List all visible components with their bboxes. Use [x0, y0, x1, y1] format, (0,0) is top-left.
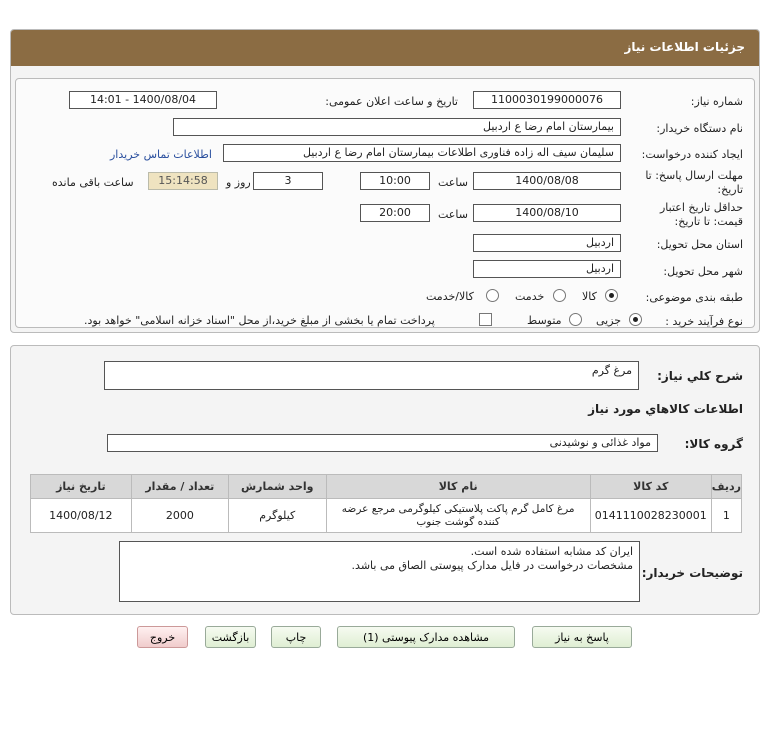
- goods-group-label: گروه کالا:: [684, 437, 743, 451]
- col-quantity: تعداد / مقدار: [131, 475, 228, 499]
- deadline-time-label: ساعت: [438, 176, 468, 189]
- remaining-time-field: 15:14:58: [148, 172, 218, 190]
- validity-label: حداقل تاریخ اعتبار: [659, 201, 743, 214]
- deadline-time-field: 10:00: [360, 172, 430, 190]
- back-button[interactable]: بازگشت: [205, 626, 256, 648]
- validity-time-label: ساعت: [438, 208, 468, 221]
- remaining-time-label: ساعت باقی مانده: [52, 176, 134, 189]
- deadline-label: مهلت ارسال پاسخ: تا: [645, 169, 743, 182]
- goods-table: [30, 474, 742, 533]
- category-service-label: خدمت: [515, 290, 545, 303]
- need-info-section: [15, 78, 755, 328]
- category-goods-service-label: کالا/خدمت: [426, 290, 474, 303]
- buyer-notes-field: [119, 541, 640, 602]
- col-goods-name: نام کالا: [326, 475, 590, 499]
- process-medium-radio[interactable]: [569, 313, 582, 326]
- validity-label-date: قیمت: تا تاریخ:: [674, 215, 743, 228]
- summary-field: مرغ گرم: [104, 361, 639, 390]
- col-need-date: تاریخ نیاز: [31, 475, 132, 499]
- city-label: شهر محل تحویل:: [663, 265, 743, 278]
- province-field: اردبیل: [473, 234, 621, 252]
- goods-group-field: مواد غذائی و نوشیدنی: [107, 434, 658, 452]
- days-field: 3: [253, 172, 323, 190]
- creator-label: ایجاد کننده درخواست:: [641, 148, 743, 161]
- cell-goods-name: مرغ کامل گرم پاکت پلاستیکی کیلوگرمی مرجع عرضه کننده گوشت جنوب: [326, 499, 590, 533]
- col-goods-code: کد کالا: [590, 475, 711, 499]
- province-label: استان محل تحویل:: [656, 238, 743, 251]
- category-label: طبقه بندی موضوعی:: [645, 291, 743, 304]
- reply-button[interactable]: پاسخ به نیاز: [532, 626, 632, 648]
- treasury-payment-checkbox[interactable]: [479, 313, 492, 326]
- buyer-field: بیمارستان امام رضا ع اردبیل: [173, 118, 621, 136]
- process-minor-label: جزیی: [596, 314, 622, 327]
- buyer-label: نام دستگاه خریدار:: [656, 122, 743, 135]
- cell-quantity: 2000: [131, 499, 228, 533]
- announce-date-field: 1400/08/04 - 14:01: [69, 91, 217, 109]
- buyer-contact-link[interactable]: اطلاعات تماس خریدار: [110, 148, 212, 161]
- validity-time-field: 20:00: [360, 204, 430, 222]
- cell-need-date: 1400/08/12: [31, 499, 132, 533]
- buyer-notes-label: توضیحات خریدار:: [641, 566, 743, 580]
- process-medium-label: متوسط: [527, 314, 562, 327]
- category-goods-label: کالا: [582, 290, 597, 303]
- process-minor-radio[interactable]: [629, 313, 642, 326]
- category-service-radio[interactable]: [553, 289, 566, 302]
- validity-date-field: 1400/08/10: [473, 204, 621, 222]
- city-field: اردبیل: [473, 260, 621, 278]
- summary-label: شرح کلي نياز:: [657, 369, 743, 383]
- treasury-payment-note: پرداخت تمام یا بخشی از مبلغ خرید،از محل "اسناد خزانه اسلامی" خواهد بود.: [84, 314, 435, 327]
- deadline-date-field: 1400/08/08: [473, 172, 621, 190]
- cell-goods-code: 0141110028230001: [590, 499, 711, 533]
- days-label: روز و: [226, 176, 251, 189]
- need-number-label: شماره نیاز:: [690, 95, 743, 108]
- table-row: [31, 499, 742, 533]
- buyer-notes-line1: ایران کد مشابه استفاده شده است.: [470, 545, 633, 558]
- process-type-label: نوع فرآیند خرید :: [665, 315, 743, 328]
- view-attachments-button[interactable]: مشاهده مدارک پیوستی (1): [337, 626, 515, 648]
- category-goods-radio[interactable]: [605, 289, 618, 302]
- cell-row-number: 1: [711, 499, 741, 533]
- exit-button[interactable]: خروج: [137, 626, 188, 648]
- col-unit: واحد شمارش: [228, 475, 326, 499]
- deadline-label-date: تاریخ:: [717, 183, 743, 196]
- col-row-number: ردیف: [711, 475, 741, 499]
- print-button[interactable]: چاپ: [271, 626, 321, 648]
- goods-info-title: اطلاعات کالاهاي مورد نياز: [588, 402, 743, 416]
- announce-date-label: تاریخ و ساعت اعلان عمومی:: [325, 95, 458, 108]
- need-number-field: 1100030199000076: [473, 91, 621, 109]
- buyer-notes-line2: مشخصات درخواست در فایل مدارک پیوستی الصاق می باشد.: [351, 559, 633, 572]
- goods-table-header: [31, 475, 742, 499]
- category-goods-service-radio[interactable]: [486, 289, 499, 302]
- creator-field: سلیمان سیف اله زاده فناوری اطلاعات بیمارستان امام رضا ع اردبیل: [223, 144, 621, 162]
- page-title: جزئیات اطلاعات نیاز: [624, 40, 745, 54]
- cell-unit: کیلوگرم: [228, 499, 326, 533]
- header-bar: [11, 30, 759, 66]
